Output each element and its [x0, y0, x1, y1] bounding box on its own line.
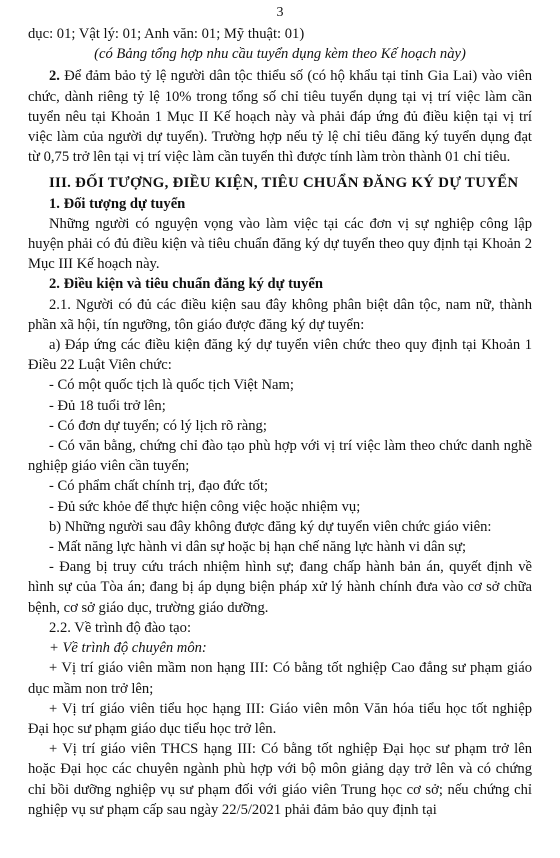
paragraph-2-2: 2.2. Về trình độ đào tạo:	[49, 619, 191, 636]
list-item: + Vị trí giáo viên THCS hạng III: Có bằng tốt nghiệp Đại học sư phạm trở lên hoặc Đại học các chuyên ngành phù hợp với bộ môn giảng dạy trở lên và có chứng chỉ bồi dưỡng nghiệp vụ sư phạm đối với giáo viên Trung học cơ sở; nếu chứng chỉ nghiệp vụ sư phạm cấp sau ngày 22/5/2021 phải đảm bảo quy định tại	[28, 741, 532, 818]
paragraph-a: a) Đáp ứng các điều kiện đăng ký dự tuyển viên chức theo quy định tại Khoản 1 Điều 22 Luật Viên chức:	[28, 337, 532, 374]
list-item: - Có đơn dự tuyển; có lý lịch rõ ràng;	[49, 417, 267, 434]
section-heading-iii: III. ĐỐI TƯỢNG, ĐIỀU KIỆN, TIÊU CHUẨN ĐĂNG KÝ DỰ TUYỂN	[49, 175, 519, 192]
subheading-professional-level: + Về trình độ chuyên môn:	[49, 640, 207, 657]
paragraph-item-2	[28, 66, 532, 167]
list-item: - Đủ 18 tuổi trở lên;	[49, 397, 166, 414]
list-item: + Vị trí giáo viên tiểu học hạng III: Giáo viên môn Văn hóa tiểu học tốt nghiệp Đại học sư phạm giáo dục tiểu học trở lên.	[28, 700, 532, 737]
item-text: Để đảm bảo tỷ lệ người dân tộc thiểu số (có hộ khẩu tại tỉnh Gia Lai) vào viên chức, dành riêng tỷ lệ 10% trong tổng số chỉ tiêu tuyển dụng tại vị trí việc làm cần tuyển nêu tại Khoản 1 Mục II Kế hoạch này và phải đáp ứng đủ điều kiện tại vị trí việc làm của người dự tuyển). Trường hợp nếu tỷ lệ chỉ tiêu đăng ký tuyển dụng đạt từ 0,75 trở lên tại vị trí việc làm cần tuyển thì được tính làm tròn thành 01 chỉ tiêu.	[28, 68, 532, 166]
list-item: - Mất năng lực hành vi dân sự hoặc bị hạn chế năng lực hành vi dân sự;	[49, 539, 467, 556]
paragraph-b: b) Những người sau đây không được đăng ký dự tuyển viên chức giáo viên:	[49, 518, 492, 535]
paragraph-2-1: 2.1. Người có đủ các điều kiện sau đây không phân biệt dân tộc, nam nữ, thành phần xã hội, tín ngưỡng, tôn giáo được đăng ký dự tuyển:	[28, 296, 532, 333]
paragraph-continuation: dục: 01; Vật lý: 01; Anh văn: 01; Mỹ thuật: 01)	[28, 26, 305, 42]
list-item: - Có phẩm chất chính trị, đạo đức tốt;	[49, 478, 269, 495]
item-number: 2.	[49, 68, 60, 85]
subheading-1: 1. Đối tượng dự tuyển	[49, 195, 186, 212]
attachment-note: (có Bảng tổng hợp nhu cầu tuyển dụng kèm theo Kế hoạch này)	[94, 46, 466, 63]
list-item: - Đang bị truy cứu trách nhiệm hình sự; đang chấp hành bản án, quyết định về hình sự của Tòa án; đang bị áp dụng biện pháp xử lý hành chính đưa vào cơ sở chữa bệnh, cơ sở giáo dục, trường giáo dưỡng.	[28, 559, 532, 616]
subheading-2: 2. Điều kiện và tiêu chuẩn đăng ký dự tuyển	[49, 276, 323, 293]
list-item: - Có văn bằng, chứng chỉ đào tạo phù hợp với vị trí việc làm theo chức danh nghề nghiệp giáo viên cần tuyển;	[28, 438, 532, 475]
page-number: 3	[276, 5, 284, 20]
list-item: - Có một quốc tịch là quốc tịch Việt Nam;	[49, 377, 294, 394]
paragraph-subjects: Những người có nguyện vọng vào làm việc tại các đơn vị sự nghiệp công lập huyện phải có đủ điều kiện và tiêu chuẩn đăng ký dự tuyển theo quy định tại Khoản 2 Mục III Kế hoạch này.	[28, 215, 532, 273]
list-item: - Đủ sức khỏe để thực hiện công việc hoặc nhiệm vụ;	[49, 498, 361, 515]
list-item: + Vị trí giáo viên mầm non hạng III: Có bằng tốt nghiệp Cao đẳng sư phạm giáo dục mầm non trở lên;	[28, 660, 532, 697]
